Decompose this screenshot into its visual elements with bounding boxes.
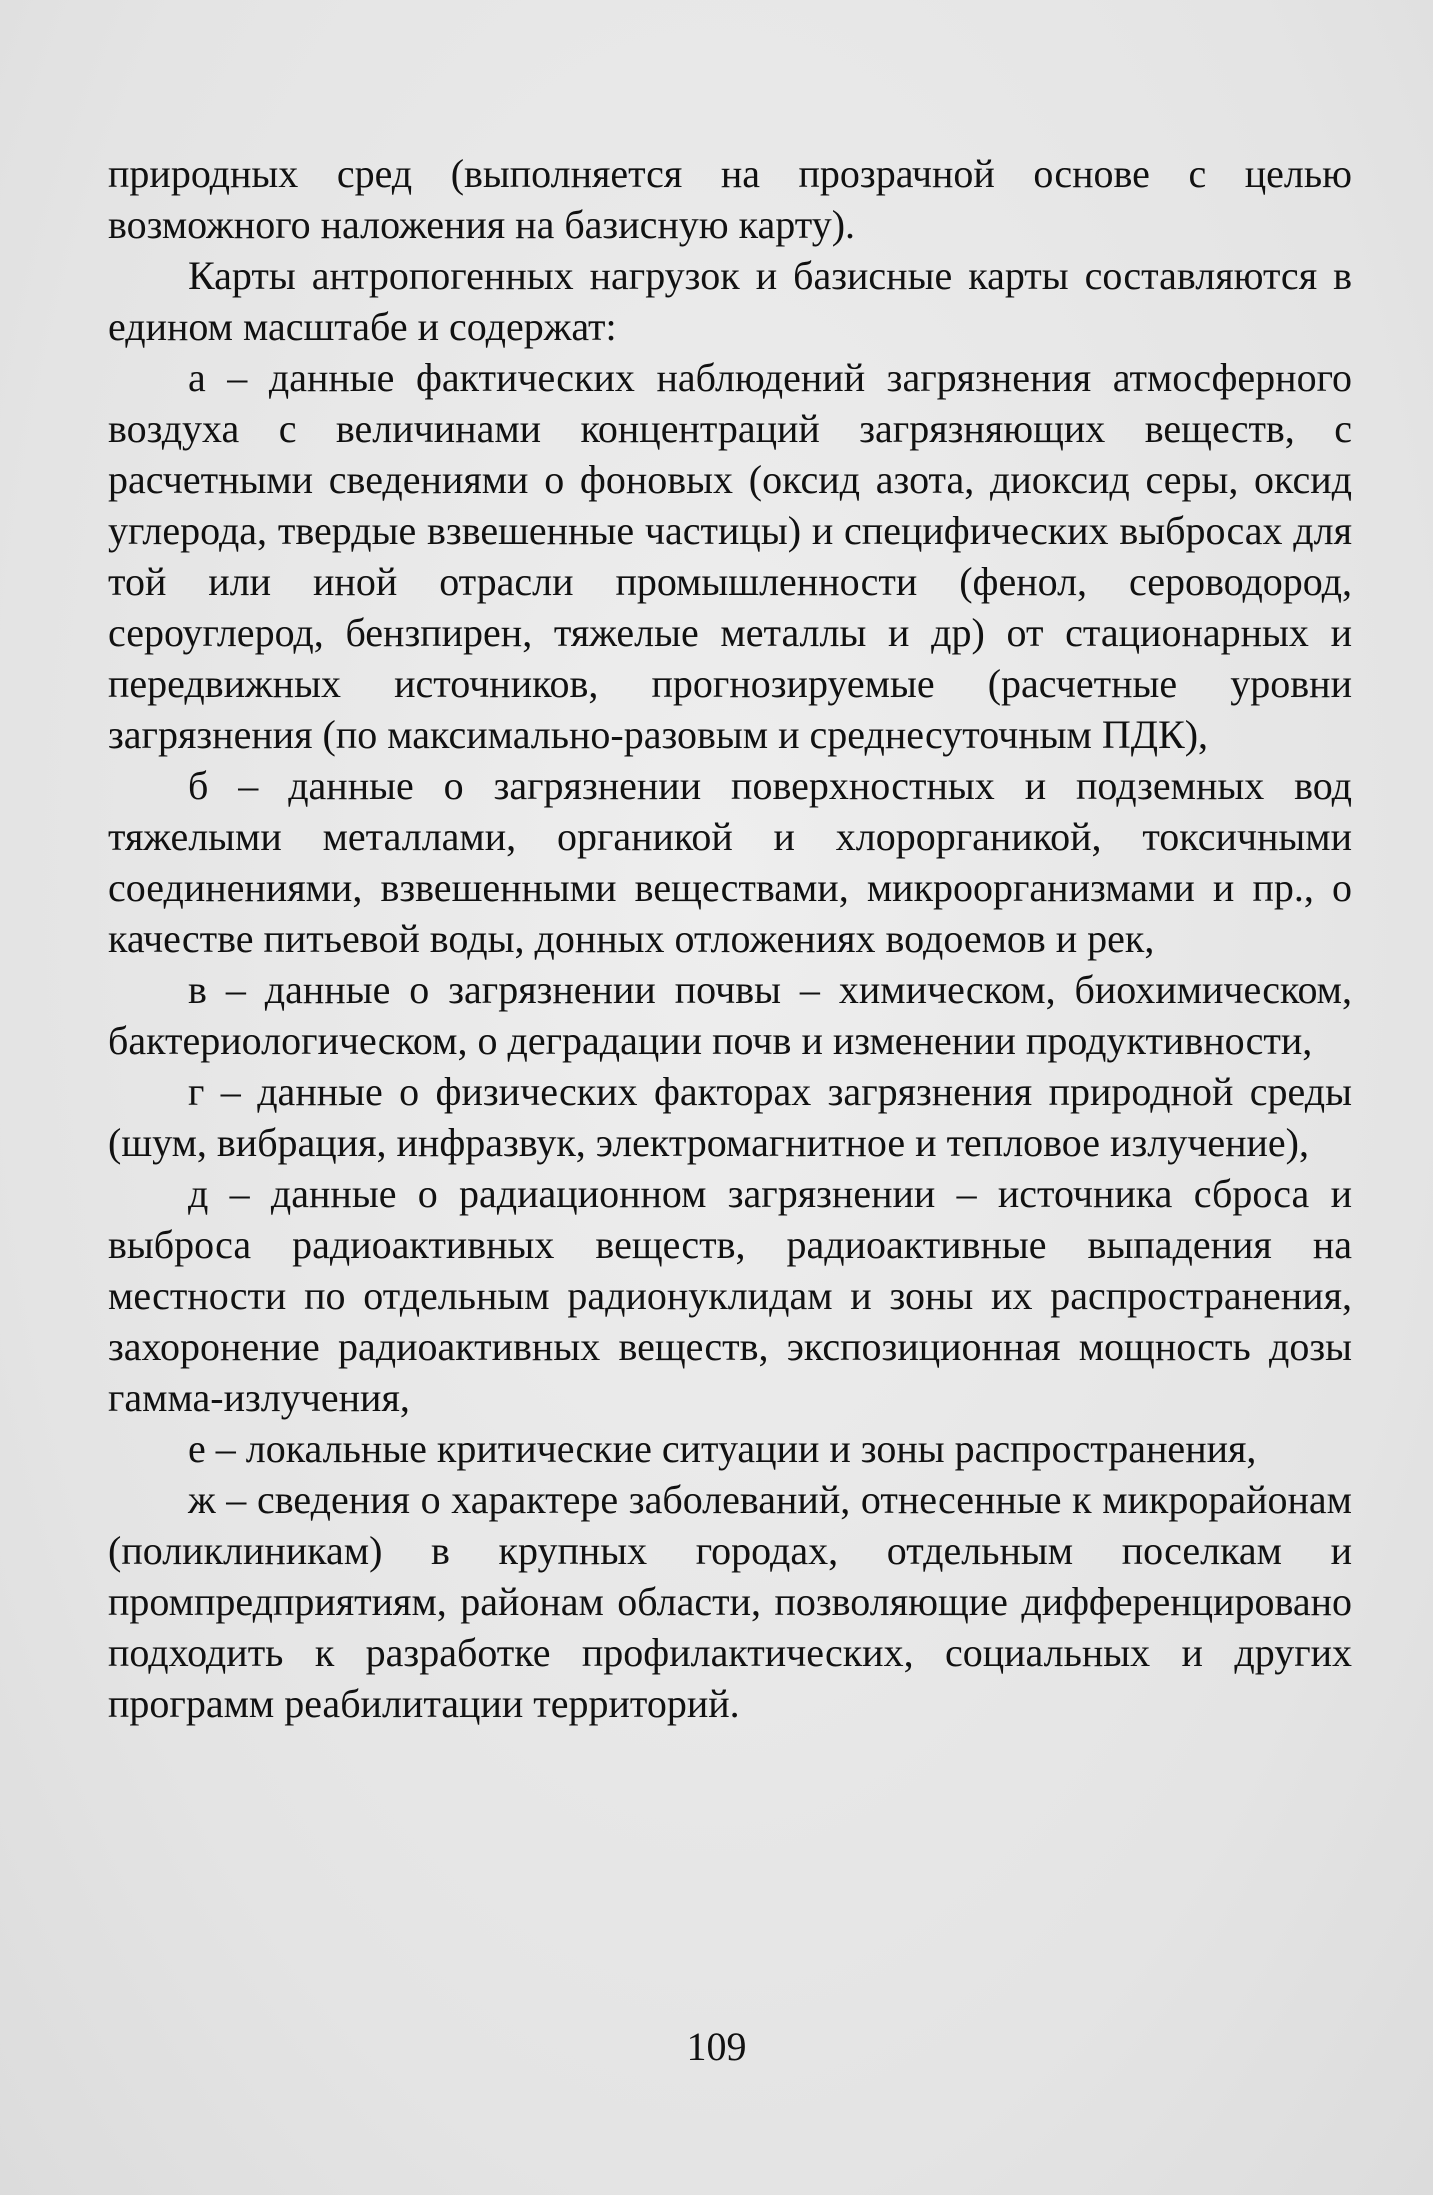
page-number: 109 bbox=[686, 2024, 747, 2069]
paragraph-item-g: г – данные о физических факторах загрязнения природной среды (шум, вибрация, инфразвук, электромагнитное и тепловое излучение), bbox=[108, 1069, 1352, 1165]
paragraph-item-zh: ж – сведения о характере заболеваний, отнесенные к микрорайонам (поликлиникам) в крупных городах, отдельным поселкам и промпредприятиям, районам области, позволяющие дифференцировано подходить к разработке профилактических, социальных и других программ реабилитации территорий. bbox=[108, 1477, 1352, 1726]
paragraph-continuation: природных сред (выполняется на прозрачной основе с целью возможного наложения на базисную карту). bbox=[108, 151, 1352, 247]
body-text bbox=[108, 148, 1352, 1729]
paragraph-item-d: д – данные о радиационном загрязнении – источника сброса и выброса радиоактивных веществ, радиоактивные выпадения на местности по отдельным радионуклидам и зоны их распространения, захоронение радиоактивных веществ, экспозиционная мощность дозы гамма-излучения, bbox=[108, 1171, 1352, 1420]
paragraph-item-e: е – локальные критические ситуации и зоны распространения, bbox=[188, 1426, 1257, 1471]
paragraph-maps-intro: Карты антропогенных нагрузок и базисные карты составляются в едином масштабе и содержат: bbox=[108, 253, 1352, 349]
paragraph-item-b: б – данные о загрязнении поверхностных и подземных вод тяжелыми металлами, органикой и хлорорганикой, токсичными соединениями, взвешенными веществами, микроорганизмами и пр., о качестве питьевой воды, донных отложениях водоемов и рек, bbox=[108, 763, 1352, 961]
paragraph-item-a: а – данные фактических наблюдений загрязнения атмосферного воздуха с величинами концентраций загрязняющих веществ, с расчетными сведениями о фоновых (оксид азота, диоксид серы, оксид углерода, твердые взвешенные частицы) и специфических выбросах для той или иной отрасли промышленности (фенол, сероводород, сероуглерод, бензпирен, тяжелые металлы и др) от стационарных и передвижных источников, прогнозируемые (расчетные уровни загрязнения (по максимально-разовым и среднесуточным ПДК), bbox=[108, 355, 1352, 757]
paragraph-item-v: в – данные о загрязнении почвы – химическом, биохимическом, бактериологическом, о деградации почв и изменении продуктивности, bbox=[108, 967, 1352, 1063]
